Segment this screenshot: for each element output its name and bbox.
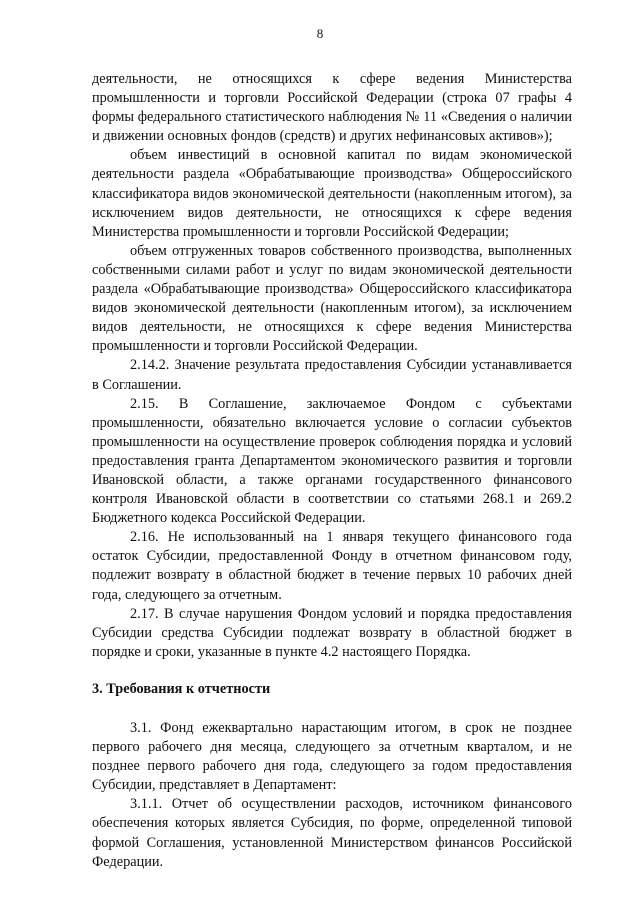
paragraph: 2.15. В Соглашение, заключаемое Фондом с субъектами промышленности, обязательно включается условие о согласии субъектов промышленности на осуществление проверок соблюдения порядка и условий предоставления гранта Департаментом экономического развития и торговли Ивановской области, а также органами государственного финансового контроля Ивановской области в соответствии со статьями 268.1 и 269.2 Бюджетного кодекса Российской Федерации. [92,395,572,527]
paragraph: деятельности, не относящихся к сфере ведения Министерства промышленности и торговли Российской Федерации (строка 07 графы 4 формы федерального статистического наблюдения № 11 «Сведения о наличии и движении основных фондов (средств) и других нефинансовых активов»); [92,71,572,145]
paragraph: объем отгруженных товаров собственного производства, выполненных собственными силами работ и услуг по видам экономической деятельности раздела «Обрабатывающие производства» Общероссийского классификатора видов экономической деятельности (накопленным итогом), за исключением видов деятельности, не относящихся к сфере ведения Министерства промышленности и торговли Российской Федерации. [92,242,572,355]
paragraph: 3.1.1. Отчет об осуществлении расходов, источником финансового обеспечения которых является Субсидия, по форме, определенной типовой формой Соглашения, установленной Министерством финансов Российской Федерации. [92,796,572,870]
paragraph: 2.14.2. Значение результата предоставления Субсидии устанавливается в Соглашении. [92,357,572,393]
section-heading: 3. Требования к отчетности [92,680,271,697]
document-body [92,70,572,872]
page-number: 8 [316,26,324,41]
paragraph: 2.17. В случае нарушения Фондом условий и порядка предоставления Субсидии средства Субсидии подлежат возврату в областной бюджет в порядке и сроки, указанные в пункте 4.2 настоящего Порядка. [92,605,572,660]
paragraph: 3.1. Фонд ежеквартально нарастающим итогом, в срок не позднее первого рабочего дня месяца, следующего за отчетным кварталом, и не позднее первого рабочего дня года, следующего за годом предоставления Субсидии, представляет в Департамент: [92,720,572,794]
paragraph: объем инвестиций в основной капитал по видам экономической деятельности раздела «Обрабатывающие производства» Общероссийского классификатора видов экономической деятельности (накопленным итогом), за исключением видов деятельности, не относящихся к сфере ведения Министерства промышленности и торговли Российской Федерации; [92,147,572,240]
paragraph: 2.16. Не использованный на 1 января текущего финансового года остаток Субсидии, предоставленной Фонду в отчетном финансовом году, подлежит возврату в областной бюджет в течение первых 10 рабочих дней года, следующего за отчетным. [92,529,572,603]
